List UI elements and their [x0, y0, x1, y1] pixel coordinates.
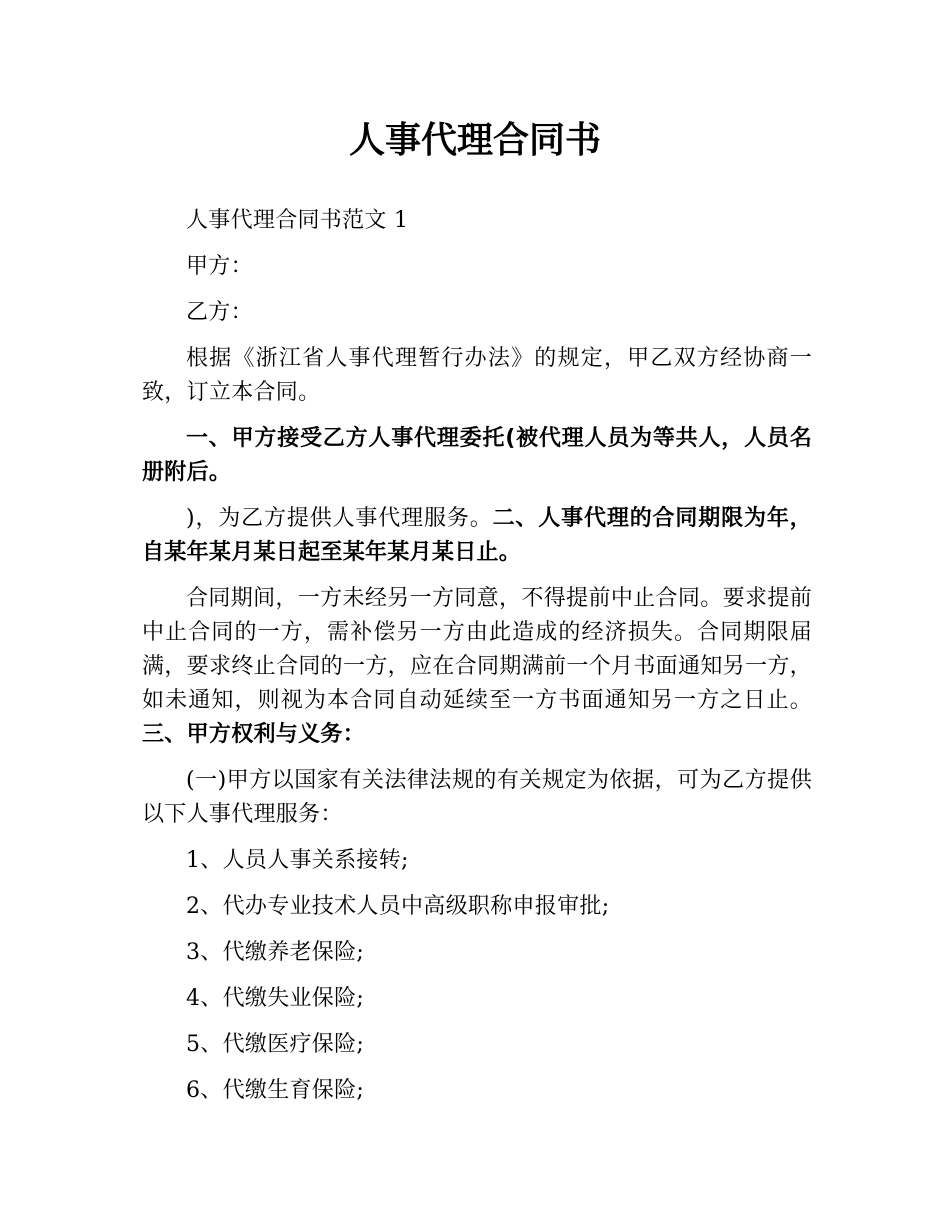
clause-1-continuation-paragraph: [142, 502, 812, 570]
party-a-line: 甲方：: [186, 254, 253, 279]
clause-2-heading: 二、人事代理的合同期限为年，自某年某月某日起至某年某月某日止。: [142, 506, 812, 565]
clause-1-heading: 一、甲方接受乙方人事代理委托(被代理人员为等共人，人员名册附后。: [142, 426, 812, 485]
clause-1-continuation: )，为乙方提供人事代理服务。: [186, 506, 493, 531]
contract-term-paragraph: [142, 582, 812, 752]
list-item: 4、代缴失业保险;: [186, 986, 365, 1011]
list-item: 1、人员人事关系接转;: [186, 848, 409, 873]
party-b-line: 乙方：: [186, 300, 253, 325]
contract-term-text: 合同期间，一方未经另一方同意，不得提前中止合同。要求提前中止合同的一方，需补偿另一方由此造成的经济损失。合同期限届满，要求终止合同的一方，应在合同期满前一个月书面通知另一方，如未通知，则视为本合同自动延续至一方书面通知另一方之日止。: [142, 586, 812, 713]
list-item: 3、代缴养老保险;: [186, 940, 365, 965]
clause-3-heading: 三、甲方权利与义务：: [142, 722, 366, 747]
intro-paragraph: 根据《浙江省人事代理暂行办法》的规定，甲乙双方经协商一致，订立本合同。: [142, 346, 812, 405]
list-item: 2、代办专业技术人员中高级职称申报审批;: [186, 894, 610, 919]
document-title: 人事代理合同书: [348, 120, 601, 161]
document-body: [142, 204, 812, 1120]
services-intro: (一)甲方以国家有关法律法规的有关规定为依据，可为乙方提供以下人事代理服务：: [142, 768, 812, 827]
subtitle: 人事代理合同书范文 1: [186, 208, 409, 233]
list-item: 5、代缴医疗保险;: [186, 1032, 365, 1057]
list-item: 6、代缴生育保险;: [186, 1078, 365, 1103]
